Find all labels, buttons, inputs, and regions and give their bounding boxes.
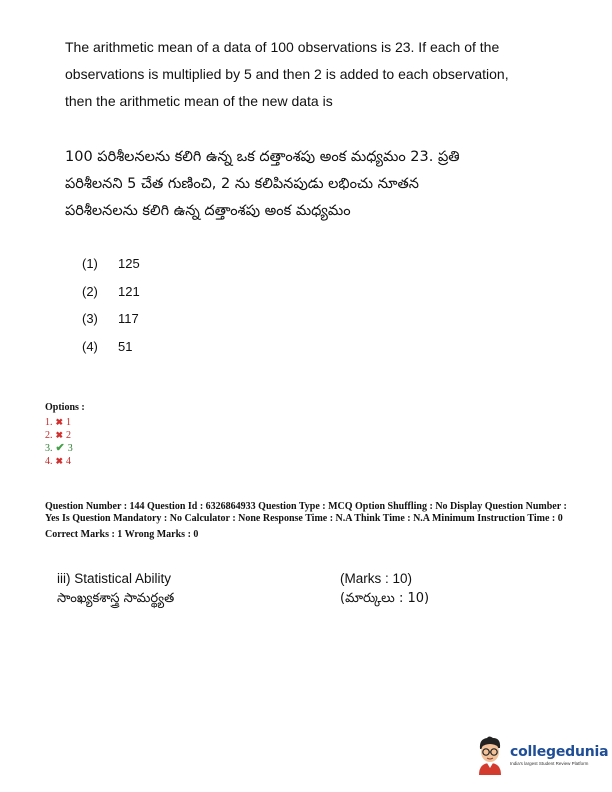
option-number: (4) <box>82 338 98 354</box>
section-marks <box>340 569 429 609</box>
question-english-line: then the arithmetic mean of the new data is <box>65 93 333 109</box>
collegedunia-logo[interactable] <box>475 735 608 775</box>
question-info <box>45 501 575 541</box>
question-telugu-line: 100 పరిశీలనలను కలిగి ఉన్న ఒక దత్తాంశపు అంక మధ్యమం 23. ప్రతి <box>65 149 460 165</box>
question-telugu-line: పరిశీలనలను కలిగి ఉన్న దత్తాంశపు అంక మధ్యమం <box>65 203 351 219</box>
options-key <box>45 401 85 468</box>
question-english-line: observations is multiplied by 5 and then 2 is added to each observation, <box>65 66 509 82</box>
options-key-item <box>45 442 85 455</box>
options-key-value: 3 <box>67 443 73 454</box>
options-key-prefix: 2. <box>45 430 53 441</box>
option-number: (3) <box>82 311 98 326</box>
option-value: 121 <box>118 283 140 299</box>
cross-icon: ✖ <box>55 430 64 440</box>
options-key-title: Options : <box>45 402 85 413</box>
option-number: (1) <box>82 256 98 271</box>
options-key-value: 1 <box>66 417 72 428</box>
options-key-prefix: 4. <box>45 456 53 467</box>
section-name-english: iii) Statistical Ability <box>57 571 172 586</box>
brand-tagline: India's largest Student Review Platform <box>510 761 589 766</box>
options-key-prefix: 1. <box>45 417 53 428</box>
question-telugu <box>65 144 535 225</box>
cross-icon: ✖ <box>55 456 64 466</box>
option-row <box>82 256 140 284</box>
brand-name: collegedunia <box>510 744 609 760</box>
options-key-prefix: 3. <box>45 443 53 454</box>
options-key-value: 4 <box>66 456 72 467</box>
options-key-item <box>45 416 85 429</box>
question-english <box>65 34 535 115</box>
check-icon: ✔ <box>55 442 65 454</box>
cross-icon: ✖ <box>55 417 64 427</box>
section-name-telugu: సాంఖ్యకశాస్త్ర సామర్థ్యత <box>57 591 175 606</box>
options-key-value: 2 <box>66 430 72 441</box>
option-row <box>82 339 140 367</box>
options-key-item <box>45 455 85 468</box>
answer-options <box>82 256 140 366</box>
option-number: (2) <box>82 283 98 299</box>
section-marks-telugu: (మార్కులు : 10) <box>340 591 430 606</box>
options-key-item <box>45 429 85 442</box>
question-details: Question Number : 144 Question Id : 6326864933 Question Type : MCQ Option Shuffling : No Display Question Number : Yes Is Question Mandatory : No Calculator : None Response Time : N.A Think Time : N.A Minimum Instruction Time : 0 <box>45 501 567 524</box>
question-telugu-line: పరిశీలనని 5 చేత గుణించి, 2 ను కలిపినపుడు లభించు నూతన <box>65 176 419 192</box>
option-value: 117 <box>118 311 139 326</box>
mascot-icon <box>475 735 505 775</box>
section-marks-english: (Marks : 10) <box>340 571 413 586</box>
brand-text <box>510 744 608 766</box>
question-english-line: The arithmetic mean of a data of 100 observations is 23. If each of the <box>65 39 500 55</box>
option-row <box>82 284 140 312</box>
question-marks: Correct Marks : 1 Wrong Marks : 0 <box>45 529 199 540</box>
option-value: 51 <box>118 338 133 354</box>
option-value: 125 <box>118 256 140 271</box>
option-row <box>82 311 140 339</box>
